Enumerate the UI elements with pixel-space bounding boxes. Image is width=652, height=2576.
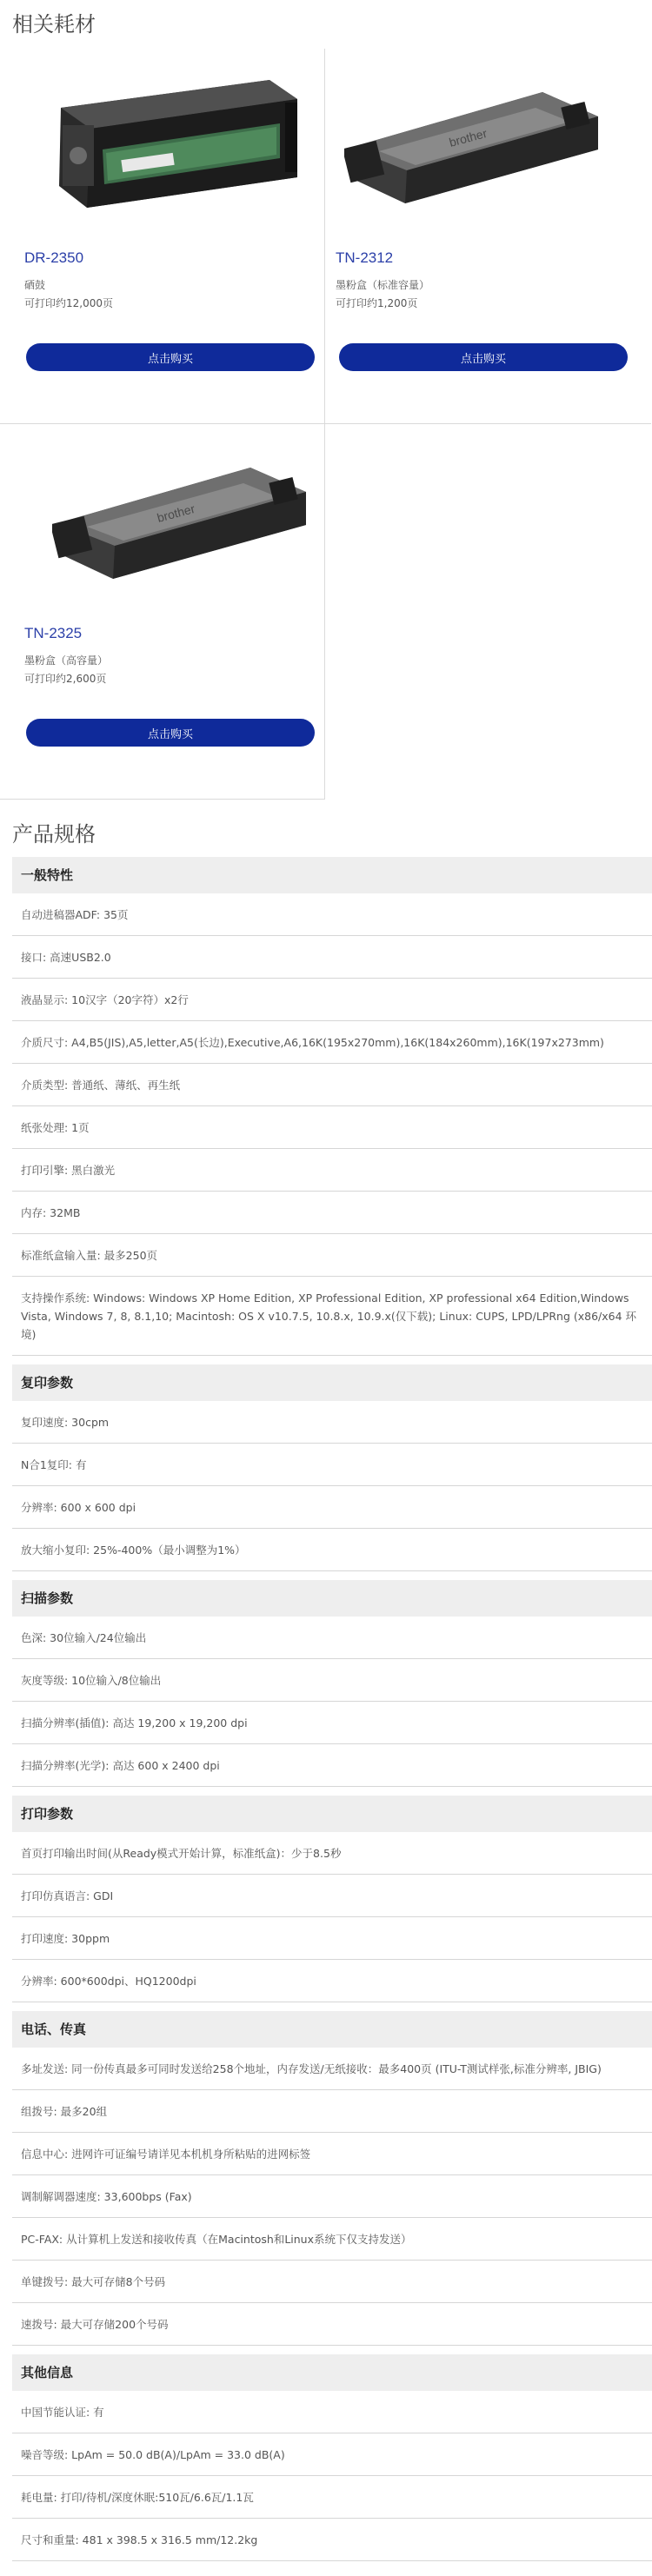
product-yield: 可打印约2,600页 [24, 673, 107, 685]
consumable-card [0, 424, 325, 800]
spec-row: 色深: 30位输入/24位输出 [12, 1617, 652, 1659]
spec-row: 放大缩小复印: 25%-400%（最小调整为1%） [12, 1529, 652, 1571]
specs-title: 产品规格 [12, 822, 96, 846]
product-model[interactable]: TN-2312 [336, 249, 394, 266]
spec-row: 信息中心: 进网许可证编号请详见本机机身所粘贴的进网标签 [12, 2133, 652, 2175]
consumables-title: 相关耗材 [12, 12, 96, 37]
spec-row: 中国节能认证: 有 [12, 2391, 652, 2433]
consumable-card [325, 49, 651, 424]
product-type: 墨粉盒（标准容量） [336, 279, 430, 291]
spec-row: PC-FAX: 从计算机上发送和接收传真（在Macintosh和Linux系统下仅支持发送） [12, 2218, 652, 2261]
product-model[interactable]: TN-2325 [24, 625, 83, 641]
spec-row: 速拨号: 最大可存储200个号码 [12, 2303, 652, 2346]
svg-text:brother: brother [447, 125, 489, 149]
toner-cartridge-image [52, 448, 287, 574]
buy-button[interactable]: 点击购买 [26, 343, 315, 371]
spec-row: 调制解调器速度: 33,600bps (Fax) [12, 2175, 652, 2218]
spec-row: 介质类型: 普通纸、薄纸、再生纸 [12, 1064, 652, 1106]
spec-table [12, 857, 652, 2561]
spec-row: 支持操作系统: Windows: Windows XP Home Edition, XP Professional Edition, XP professional x64 Edition,Windows Vista, Windows 7, 8, 8.1,10; Macintosh: OS X v10.7.5, 10.8.x, 10.9.x(仅下载); Linux: CUPS, LPD/LPRng (x86/x64 环境) [12, 1277, 652, 1356]
product-description [24, 652, 108, 688]
spec-group-heading: 一般特性 [12, 857, 652, 893]
spec-row: 首页打印输出时间(从Ready模式开始计算，标准纸盒)：少于8.5秒 [12, 1832, 652, 1875]
svg-text:brother: brother [155, 501, 196, 525]
spec-row: 尺寸和重量: 481 x 398.5 x 316.5 mm/12.2kg [12, 2519, 652, 2561]
spec-row: 多址发送: 同一份传真最多可同时发送给258个地址，内存发送/无纸接收：最多400页 (ITU-T测试样张,标准分辨率, JBIG) [12, 2048, 652, 2090]
product-yield: 可打印约1,200页 [336, 297, 418, 309]
spec-row: 单键拨号: 最大可存储8个号码 [12, 2261, 652, 2303]
spec-row: 扫描分辨率(光学): 高达 600 x 2400 dpi [12, 1744, 652, 1787]
spec-row: 分辨率: 600 x 600 dpi [12, 1486, 652, 1529]
spec-row: 分辨率: 600*600dpi、HQ1200dpi [12, 1960, 652, 2002]
spec-row: 噪音等级: LpAm = 50.0 dB(A)/LpAm = 33.0 dB(A) [12, 2433, 652, 2476]
spec-row: 组拨号: 最多20组 [12, 2090, 652, 2133]
spec-row: 打印速度: 30ppm [12, 1917, 652, 1960]
product-description [24, 276, 113, 313]
buy-button[interactable]: 点击购买 [26, 719, 315, 747]
product-type: 硒鼓 [24, 279, 46, 291]
product-type: 墨粉盒（高容量） [24, 654, 109, 667]
spec-row: 介质尺寸: A4,B5(JIS),A5,letter,A5(长边),Executive,A6,16K(195x270mm),16K(184x260mm),16K(197x273mm) [12, 1021, 652, 1064]
spec-row: 自动进稿器ADF: 35页 [12, 893, 652, 936]
spec-group-heading: 电话、传真 [12, 2011, 652, 2048]
spec-row: 接口: 高速USB2.0 [12, 936, 652, 979]
spec-row: 灰度等级: 10位输入/8位输出 [12, 1659, 652, 1702]
product-model[interactable]: DR-2350 [24, 249, 84, 266]
spec-row: 耗电量: 打印/待机/深度休眠:510瓦/6.6瓦/1.1瓦 [12, 2476, 652, 2519]
spec-row: 打印引擎: 黑白激光 [12, 1149, 652, 1192]
spec-row: 内存: 32MB [12, 1192, 652, 1234]
product-description [336, 276, 429, 313]
toner-cartridge-image [344, 73, 579, 199]
spec-row: 打印仿真语言: GDI [12, 1875, 652, 1917]
spec-row: 扫描分辨率(插值): 高达 19,200 x 19,200 dpi [12, 1702, 652, 1744]
consumable-card [0, 49, 325, 424]
spec-row: 复印速度: 30cpm [12, 1401, 652, 1444]
spec-group-heading: 其他信息 [12, 2354, 652, 2391]
drum-unit-image [52, 73, 287, 199]
consumables-grid [0, 49, 651, 800]
empty-grid-cell [325, 424, 651, 800]
spec-row: 纸张处理: 1页 [12, 1106, 652, 1149]
spec-row: 标准纸盒输入量: 最多250页 [12, 1234, 652, 1277]
spec-row: N合1复印: 有 [12, 1444, 652, 1486]
spec-group-heading: 扫描参数 [12, 1580, 652, 1617]
buy-button[interactable]: 点击购买 [339, 343, 628, 371]
spec-row: 液晶显示: 10汉字（20字符）x2行 [12, 979, 652, 1021]
spec-group-heading: 复印参数 [12, 1364, 652, 1401]
product-yield: 可打印约12,000页 [24, 297, 113, 309]
spec-group-heading: 打印参数 [12, 1796, 652, 1832]
